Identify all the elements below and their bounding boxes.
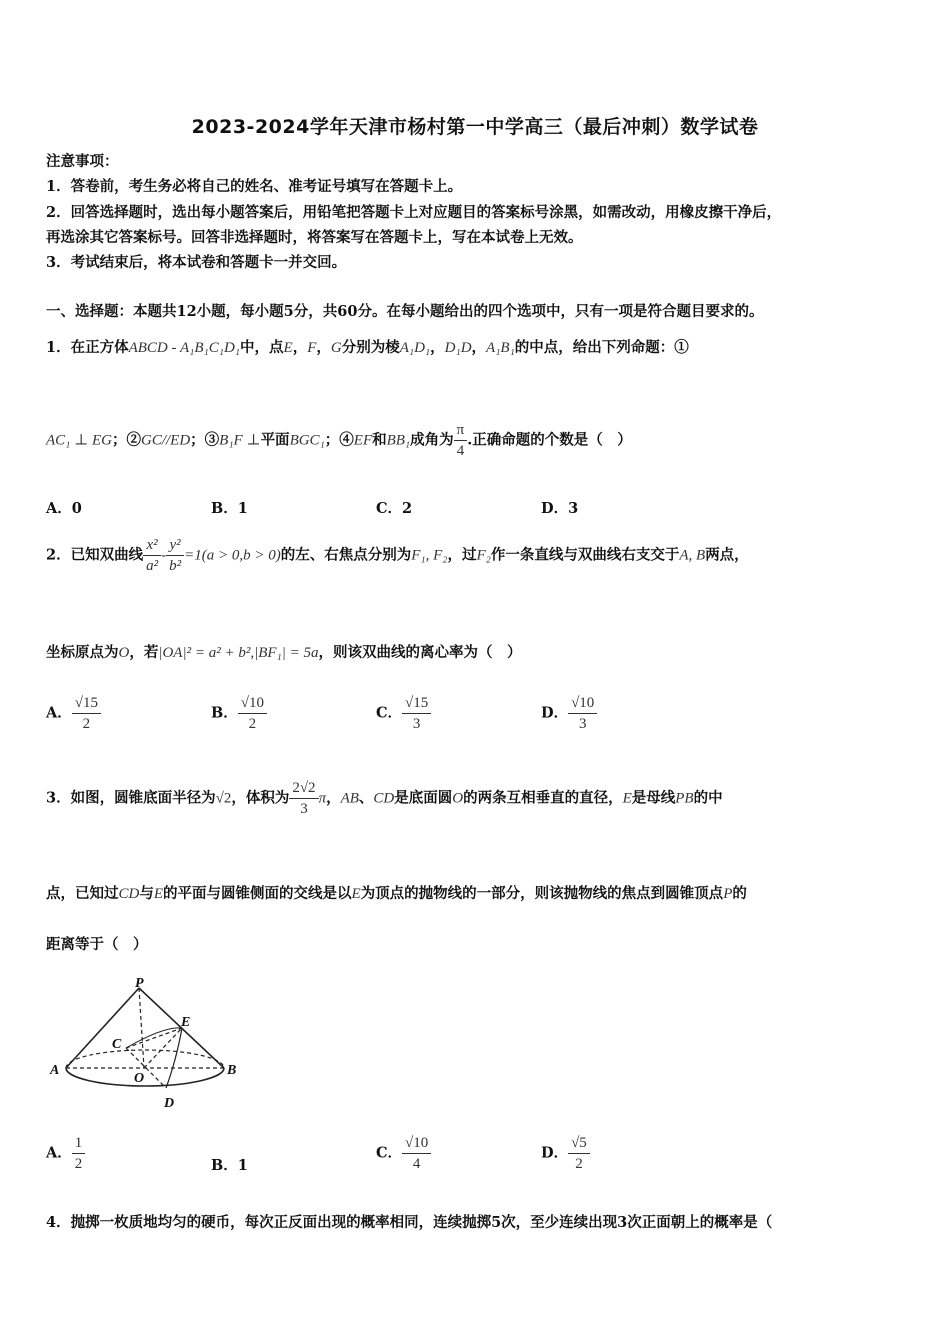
label-e: E bbox=[181, 1015, 191, 1030]
label-c: C bbox=[112, 1037, 122, 1052]
option-label: D． bbox=[541, 1144, 569, 1162]
fraction-numerator: y² bbox=[166, 535, 184, 556]
notice-heading: 注意事项： bbox=[46, 153, 119, 170]
q1-text: 的中点，给出下列命题：① bbox=[514, 339, 689, 356]
option-fraction bbox=[402, 693, 431, 734]
label-a: A bbox=[50, 1063, 60, 1078]
segment-ce bbox=[126, 1028, 182, 1048]
notice-item: 3．考试结束后，将本试卷和答题卡一并交回。 bbox=[46, 254, 347, 271]
notice-item: 再选涂其它答案标号。回答非选择题时，将答案写在答题卡上，写在本试卷上无效。 bbox=[46, 229, 583, 246]
label-d: D bbox=[164, 1096, 175, 1111]
q1-sep: ， bbox=[316, 339, 331, 356]
q1-text: ；② bbox=[111, 431, 141, 449]
fraction-denominator: 3 bbox=[578, 716, 587, 732]
q1-edge: D₁D bbox=[444, 340, 472, 356]
q2-text: 坐标原点为 bbox=[46, 644, 119, 661]
q2-origin: O bbox=[118, 645, 130, 661]
cone-figure bbox=[44, 976, 244, 1112]
q3-point-e: E bbox=[153, 886, 164, 902]
fraction-denominator: 2 bbox=[575, 1156, 583, 1172]
section-heading: 一、选择题：本题共12小题，每小题5分，共60分。在每小题给出的四个选项中，只有一项是符合题目要求的。 bbox=[46, 303, 764, 320]
q1-sep: ， bbox=[292, 339, 308, 356]
q2-text: ，则该双曲线的离心率为（ ） bbox=[318, 644, 522, 661]
option-label: D． bbox=[541, 704, 569, 722]
question-3-line-1 bbox=[46, 778, 723, 819]
question-1-line-2 bbox=[46, 420, 632, 461]
q1-text: .正确命题的个数是（ ） bbox=[467, 431, 632, 449]
q1-sep: ， bbox=[471, 339, 487, 356]
fraction-numerator: π bbox=[454, 420, 468, 441]
q2-fraction-y bbox=[166, 535, 184, 576]
q1-text: 成角为 bbox=[410, 431, 454, 449]
q3-volume-fraction bbox=[289, 778, 318, 819]
q3-point-e: E bbox=[351, 886, 361, 902]
fraction-denominator: 3 bbox=[412, 716, 421, 732]
q1-prop-1: AC₁ ⊥ EG bbox=[46, 432, 112, 449]
q2-option-b bbox=[211, 693, 267, 734]
q3-text: ， bbox=[326, 789, 341, 807]
q3-pi: π bbox=[318, 790, 327, 807]
q1-option-c: C．2 bbox=[376, 500, 413, 517]
fraction-denominator: 3 bbox=[300, 801, 308, 817]
q3-option-a bbox=[46, 1133, 85, 1174]
q3-text: 的两条互相垂直的直径， bbox=[463, 789, 623, 807]
q3-text: 的中 bbox=[693, 789, 723, 807]
label-p: P bbox=[135, 976, 144, 991]
fraction-numerator: √10 bbox=[238, 693, 267, 714]
q3-option-b: B．1 bbox=[211, 1157, 248, 1174]
question-1-line-1 bbox=[46, 338, 689, 358]
fraction-denominator: a² bbox=[146, 558, 159, 574]
option-fraction bbox=[568, 1133, 590, 1174]
option-fraction bbox=[238, 693, 267, 734]
q3-text: 点，已知过 bbox=[46, 885, 119, 902]
q3-diameter-ab: AB bbox=[340, 790, 359, 807]
fraction-denominator: 4 bbox=[456, 443, 465, 459]
q3-generatrix-pb: PB bbox=[675, 790, 694, 807]
cone-edge-pa bbox=[66, 988, 139, 1068]
q1-sep: ， bbox=[430, 339, 445, 356]
fraction-numerator: x² bbox=[143, 535, 161, 556]
question-2-line-2 bbox=[46, 643, 521, 663]
q1-edge: A₁D₁ bbox=[399, 340, 431, 356]
label-b: B bbox=[227, 1063, 237, 1078]
q2-option-c bbox=[376, 693, 431, 734]
q3-diameter-cd: CD bbox=[373, 790, 395, 807]
base-back-arc bbox=[66, 1050, 224, 1068]
option-label: A． bbox=[46, 704, 72, 722]
q1-prop-3a: B₁F ⊥ bbox=[219, 432, 261, 449]
q1-text: ；④ bbox=[324, 431, 354, 449]
q1-cube: ABCD - A₁B₁C₁D₁ bbox=[128, 340, 241, 356]
option-fraction bbox=[402, 1133, 431, 1174]
q3-point-e: E bbox=[622, 790, 632, 807]
q3-center-o: O bbox=[452, 790, 464, 807]
q1-option-b: B．1 bbox=[211, 500, 248, 517]
q2-points-ab: A, B bbox=[679, 547, 706, 564]
fraction-denominator: 2 bbox=[248, 716, 257, 732]
option-label: C． bbox=[376, 1144, 403, 1162]
q2-text: 2．已知双曲线 bbox=[46, 546, 144, 564]
base-front-arc bbox=[66, 1068, 224, 1086]
option-fraction bbox=[568, 693, 597, 734]
q3-line-cd: CD bbox=[118, 886, 140, 902]
q2-text: 两点， bbox=[705, 546, 749, 564]
q3-text: ，体积为 bbox=[231, 789, 290, 807]
fraction-numerator: √10 bbox=[568, 693, 597, 714]
notice-item: 1．答卷前，考生务必将自己的姓名、准考证号填写在答题卡上。 bbox=[46, 178, 463, 195]
question-2-line-1 bbox=[46, 535, 749, 576]
q1-option-d: D．3 bbox=[541, 500, 579, 517]
height-po bbox=[139, 988, 144, 1068]
question-4-line-1: 4．抛掷一枚质地均匀的硬币，每次正反面出现的概率相同，连续抛掷5次，至少连续出现3次正面朝上的概率是（ bbox=[46, 1214, 773, 1231]
q3-radius: √2 bbox=[215, 790, 232, 807]
q3-option-d bbox=[541, 1133, 590, 1174]
q3-text: 是底面圆 bbox=[394, 789, 453, 807]
q1-prop-4a: EF bbox=[353, 432, 373, 449]
q1-text: 和 bbox=[372, 431, 387, 449]
q2-option-d bbox=[541, 693, 597, 734]
q1-text: ；③ bbox=[190, 431, 220, 449]
q2-option-a bbox=[46, 693, 101, 734]
q1-prop-4b: BB₁ bbox=[386, 432, 411, 449]
q2-fraction-x bbox=[143, 535, 161, 576]
option-fraction bbox=[72, 1133, 86, 1174]
q1-option-a: A．0 bbox=[46, 500, 82, 517]
q3-text: 、 bbox=[358, 789, 374, 807]
notice-item: 2．回答选择题时，选出每小题答案后，用铅笔把答题卡上对应题目的答案标号涂黑，如需改动，用橡皮擦干净后， bbox=[46, 204, 782, 221]
q2-text: 的左、右焦点分别为 bbox=[280, 546, 412, 564]
option-label: B． bbox=[211, 704, 238, 722]
q2-condition-2: |OA|² = a² + b²,|BF₁| = 5a bbox=[158, 645, 319, 661]
q3-text: 是母线 bbox=[631, 789, 676, 807]
q2-text: 作一条直线与双曲线右支交于 bbox=[490, 546, 680, 564]
q3-text: 3．如图，圆锥底面半径为 bbox=[46, 789, 216, 807]
q2-focus-f2: F₂ bbox=[476, 547, 491, 564]
q1-point-g: G bbox=[330, 340, 342, 356]
q1-point-f: F bbox=[307, 340, 317, 356]
q3-text: 与 bbox=[139, 885, 154, 902]
q1-prop-3b: BGC₁ bbox=[289, 432, 325, 449]
q1-point-e: E bbox=[283, 340, 293, 356]
q2-minus: - bbox=[161, 547, 167, 564]
fraction-denominator: 4 bbox=[412, 1156, 421, 1172]
fraction-numerator: 1 bbox=[72, 1133, 86, 1154]
fraction-denominator: 2 bbox=[82, 716, 91, 732]
q2-text: ，过 bbox=[447, 546, 477, 564]
q3-text: 的平面与圆锥侧面的交线是以 bbox=[163, 885, 352, 902]
segment-oe bbox=[144, 1028, 182, 1068]
fraction-denominator: b² bbox=[169, 558, 182, 574]
fraction-denominator: 2 bbox=[74, 1156, 83, 1172]
fraction-numerator: √5 bbox=[568, 1133, 590, 1154]
q1-prop-2: GC//ED bbox=[140, 432, 191, 449]
fraction-numerator: √15 bbox=[72, 693, 101, 714]
q1-edge: A₁B₁ bbox=[486, 340, 515, 356]
fraction-numerator: √15 bbox=[402, 693, 431, 714]
fraction-numerator: √10 bbox=[402, 1133, 431, 1154]
question-3-line-3: 距离等于（ ） bbox=[46, 936, 148, 953]
q3-vertex-p: P bbox=[723, 886, 733, 902]
q3-text: 为顶点的抛物线的一部分，则该抛物线的焦点到圆锥顶点 bbox=[360, 885, 724, 902]
q2-foci: F₁, F₂ bbox=[411, 547, 448, 564]
option-label: A． bbox=[46, 1144, 72, 1162]
q2-text: ，若 bbox=[129, 644, 159, 661]
q3-option-c bbox=[376, 1133, 431, 1174]
q1-text: 1．在正方体 bbox=[46, 339, 129, 356]
q1-text: 中，点 bbox=[240, 339, 284, 356]
option-fraction bbox=[72, 693, 101, 734]
fraction-numerator: 2√2 bbox=[289, 778, 318, 799]
q1-angle-fraction bbox=[454, 420, 468, 461]
q1-text: 分别为棱 bbox=[341, 339, 400, 356]
q1-text: 平面 bbox=[260, 431, 290, 449]
option-label: C． bbox=[376, 704, 403, 722]
q2-condition: =1(a > 0,b > 0) bbox=[184, 547, 281, 564]
question-3-line-2 bbox=[46, 884, 747, 904]
page-title: 2023-2024学年天津市杨村第一中学高三（最后冲刺）数学试卷 bbox=[191, 116, 759, 138]
q3-text: 的 bbox=[732, 885, 747, 902]
label-o: O bbox=[134, 1071, 145, 1086]
